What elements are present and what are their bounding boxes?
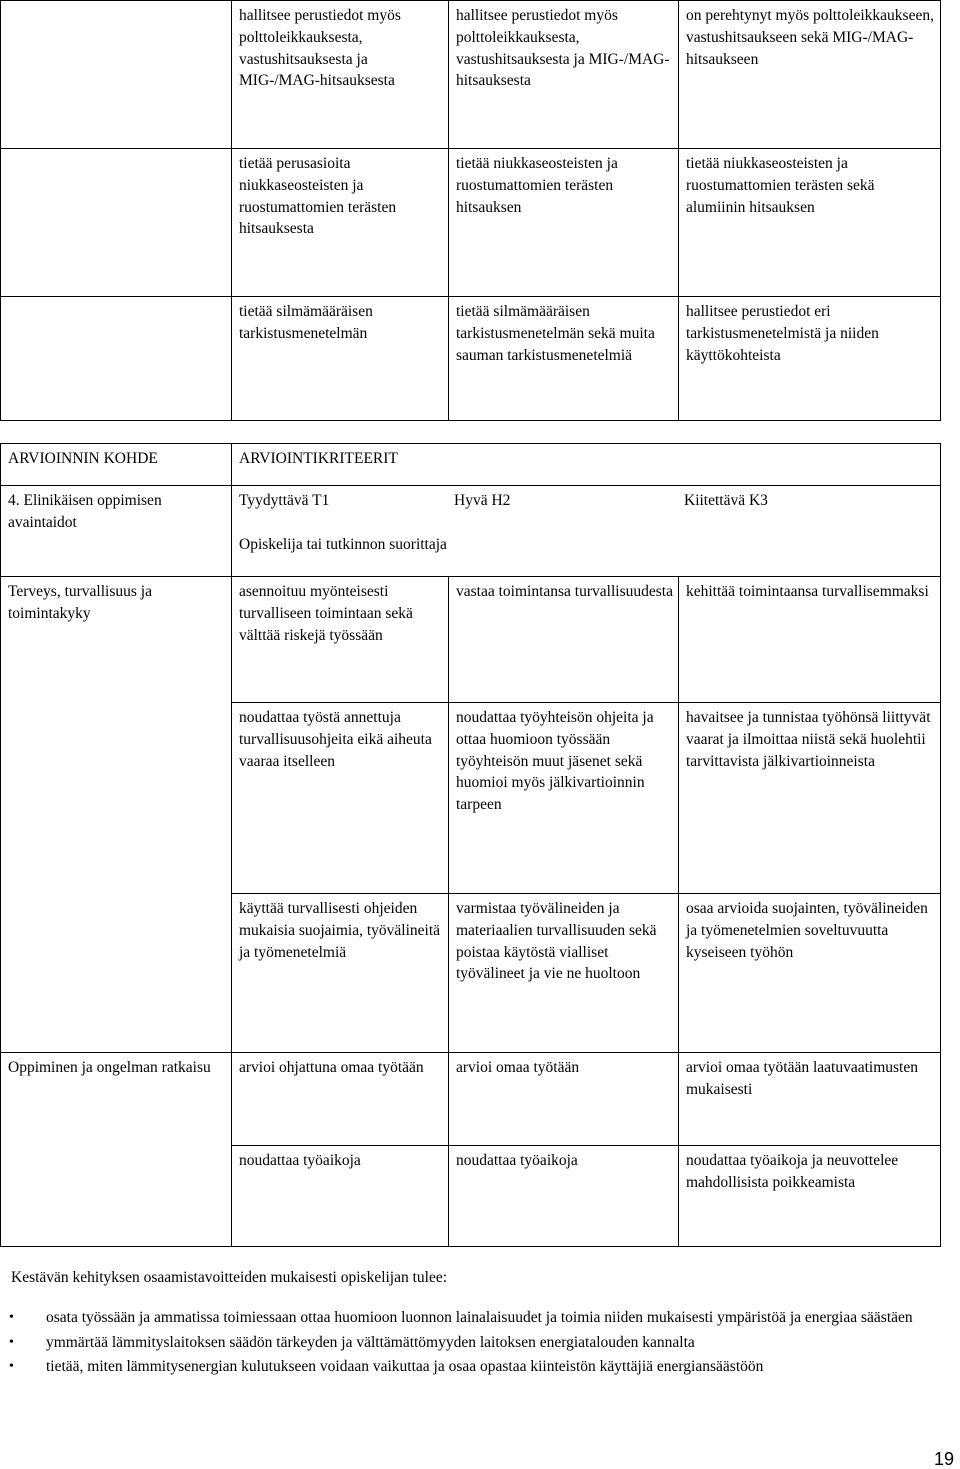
table-cell [449,1,679,149]
performer-label: Opiskelija tai tutkinnon suorittaja [239,536,447,553]
list-item [11,1332,941,1354]
group-label-cell [1,577,232,1053]
table-cell [232,297,449,421]
section-title-cell [1,486,232,577]
column-header-target: ARVIOINNIN KOHDE [8,450,158,467]
criterion-h2: noudattaa työaikoja [456,1152,578,1169]
list-item-text: ymmärtää lämmityslaitoksen säädön tärkeyden ja välttämättömyyden laitoksen energiatalouden kannalta [46,1333,695,1351]
grade-h2-label: Hyvä H2 [454,492,511,509]
table-cell [679,1,941,149]
table-cell [449,577,679,703]
table-cell [679,894,941,1053]
table-cell [449,703,679,894]
column-header-criteria: ARVIOINTIKRITEERIT [239,450,398,467]
table-cell [679,577,941,703]
table-cell [232,703,449,894]
table-cell [449,297,679,421]
criterion-k3: osaa arvioida suojainten, työvälineiden ja työmenetelmien soveltuvuutta kyseiseen työhön [686,900,928,961]
criterion-h2: vastaa toimintansa turvallisuudesta [456,583,673,600]
bullet-icon: • [9,1359,14,1375]
cell-text: hallitsee perustiedot myös polttoleikkauksesta, vastushitsauksesta ja MIG-/MAG-hitsauksesta [239,7,401,90]
table-cell [232,1,449,149]
sustainability-intro: Kestävän kehityksen osaamistavoitteiden mukaisesti opiskelijan tulee: [11,1269,448,1286]
list-item [11,1307,941,1329]
grades-cell [232,486,941,577]
group-label-health-safety: Terveys, turvallisuus ja toimintakyky [8,583,152,622]
cell-text: hallitsee perustiedot myös polttoleikkauksesta, vastushitsauksesta ja MIG-/MAG-hitsauksesta [456,7,670,90]
top-criteria-table [0,0,941,421]
header-criteria-cell [232,444,941,486]
criterion-t1: arvioi ohjattuna omaa työtään [239,1059,424,1076]
criterion-h2: varmistaa työvälineiden ja materiaalien turvallisuuden sekä poistaa käytöstä vialliset työvälineet ja vie ne huoltoon [456,900,657,983]
group-label-cell [1,1053,232,1247]
header-target-cell [1,444,232,486]
cell-text: tietää silmämääräisen tarkistusmenetelmän sekä muita sauman tarkistusmenetelmiä [456,303,655,364]
table-cell [449,894,679,1053]
bullet-icon: • [9,1309,14,1325]
table-cell [449,1146,679,1247]
criterion-k3: kehittää toimintaansa turvallisemmaksi [686,583,929,600]
cell-text: tietää perusasioita niukkaseosteisten ja ruostumattomien terästen hitsauksesta [239,155,397,238]
grade-t1-label: Tyydyttävä T1 [239,492,330,509]
cell-text: tietää niukkaseosteisten ja ruostumattomien terästen sekä alumiinin hitsauksen [686,155,875,216]
table-cell [679,149,941,297]
table-cell [679,297,941,421]
table-cell [679,1146,941,1247]
cell-text: tietää niukkaseosteisten ja ruostumattomien terästen hitsauksen [456,155,618,216]
table-cell [232,894,449,1053]
table-cell [1,149,232,297]
table-cell [449,1053,679,1146]
sustainability-section [11,1267,941,1381]
grade-k3-label: Kiitettävä K3 [684,492,768,509]
criterion-t1: noudattaa työaikoja [239,1152,361,1169]
table-cell [679,1053,941,1146]
criterion-t1: asennoituu myönteisesti turvalliseen toimintaan sekä välttää riskejä työssään [239,583,413,644]
criterion-h2: arvioi omaa työtään [456,1059,580,1076]
table-cell [1,297,232,421]
criterion-k3: arvioi omaa työtään laatuvaatimusten mukaisesti [686,1059,918,1098]
table-cell [232,149,449,297]
list-item-text: tietää, miten lämmitysenergian kulutukseen voidaan vaikuttaa ja osaa opastaa kiinteistön käyttäjiä energiansäästöön [46,1358,764,1376]
table-cell [1,1,232,149]
cell-text: on perehtynyt myös polttoleikkaukseen, vastushitsaukseen sekä MIG-/MAG-hitsaukseen [686,7,934,68]
criterion-k3: havaitsee ja tunnistaa työhönsä liittyvät vaarat ja ilmoittaa niistä sekä huolehtii tarvittavista jälkivartioinneista [686,709,931,770]
criterion-k3: noudattaa työaikoja ja neuvottelee mahdollisista poikkeamista [686,1152,899,1191]
criterion-h2: noudattaa työyhteisön ohjeita ja ottaa huomioon työssään työyhteisön muut jäsenet sekä huomioi myös jälkivartioinnin tarpeen [456,709,654,814]
cell-text: tietää silmämääräisen tarkistusmenetelmän [239,303,373,342]
criterion-t1: käyttää turvallisesti ohjeiden mukaisia suojaimia, työvälineitä ja työmenetelmiä [239,900,441,961]
list-item [11,1356,941,1378]
sustainability-list [11,1307,941,1378]
group-label-learning: Oppiminen ja ongelman ratkaisu [8,1059,211,1076]
criterion-t1: noudattaa työstä annettuja turvallisuusohjeita eikä aiheuta vaaraa itselleen [239,709,432,770]
table-cell [232,577,449,703]
table-cell [679,703,941,894]
table-cell [232,1146,449,1247]
list-item-text: osata työssään ja ammatissa toimiessaan ottaa huomioon luonnon lainalaisuudet ja toimia niiden mukaisesti ympäristöä ja energiaa säästäen [46,1308,913,1326]
table-cell [232,1053,449,1146]
table-cell [449,149,679,297]
section-title: 4. Elinikäisen oppimisen avaintaidot [8,492,162,531]
assessment-criteria-table [0,443,941,1247]
cell-text: hallitsee perustiedot eri tarkistusmenetelmistä ja niiden käyttökohteista [686,303,879,364]
page-number: 19 [934,1449,955,1469]
bullet-icon: • [9,1334,14,1350]
